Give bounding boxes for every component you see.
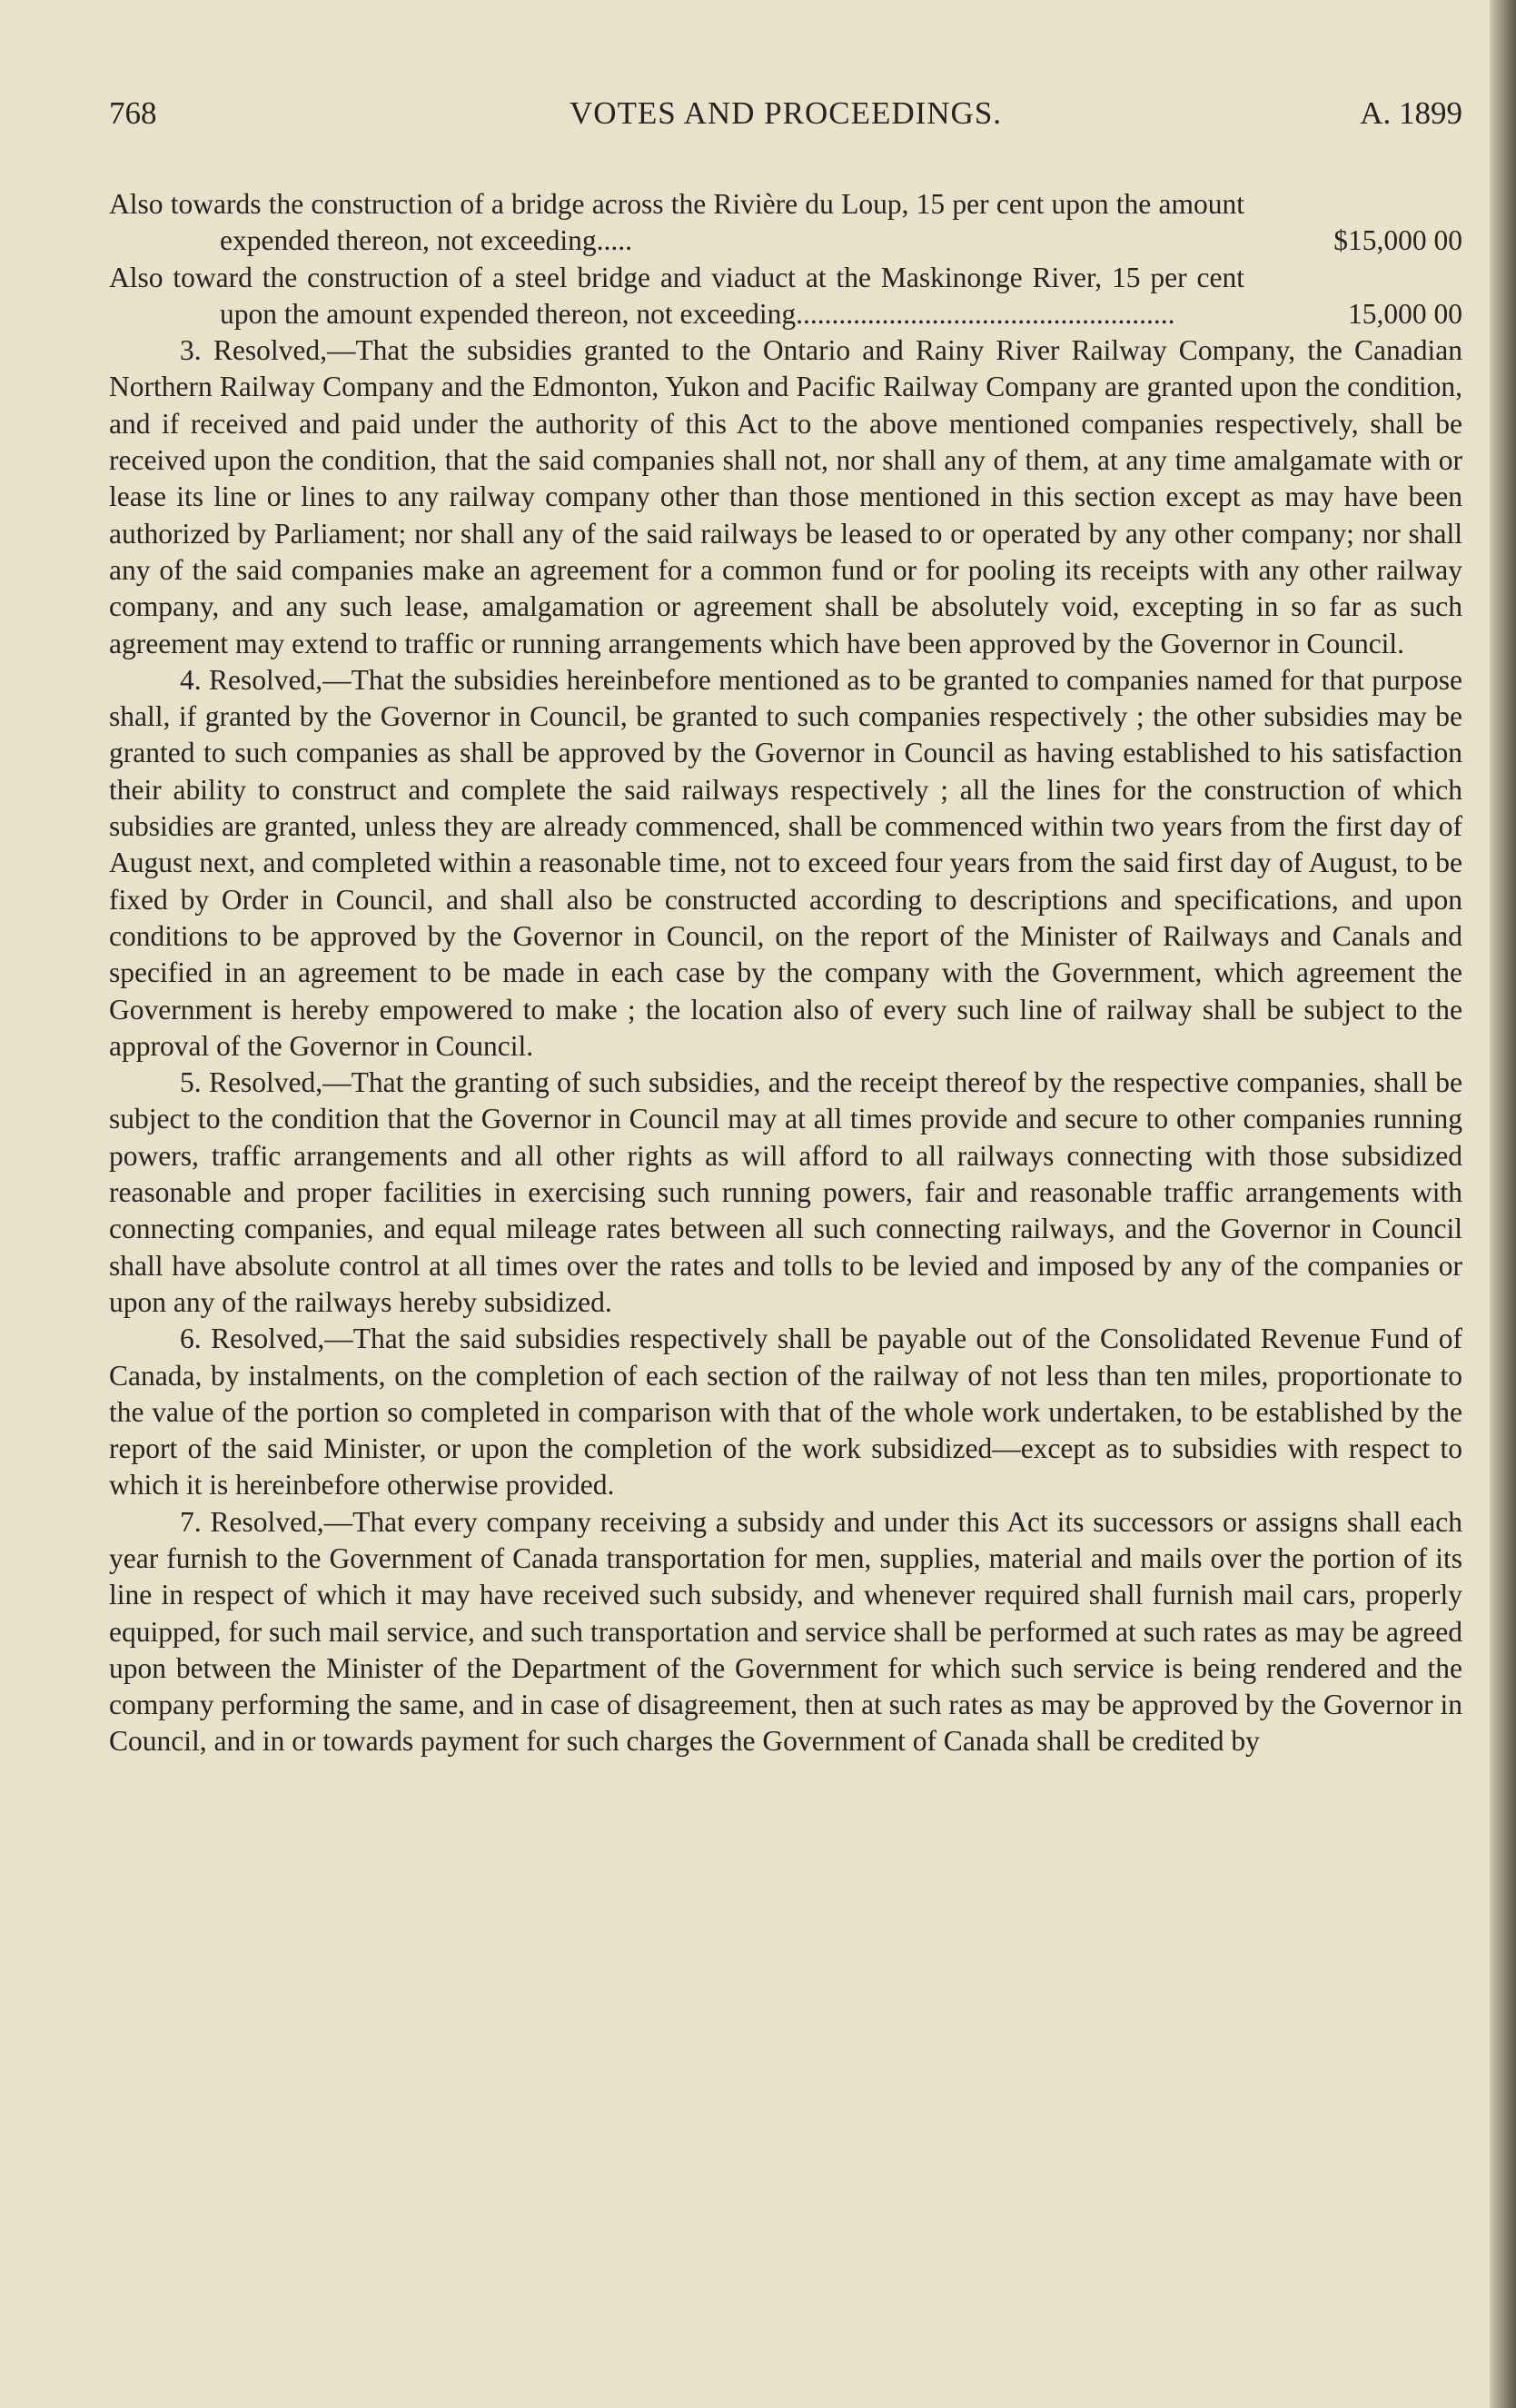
item-amount: 15,000 00 — [1348, 297, 1462, 330]
running-title: VOTES AND PROCEEDINGS. — [569, 95, 1003, 131]
body-text — [109, 186, 1462, 1760]
page-edge-shadow — [1490, 0, 1516, 2408]
session-year: A. 1899 — [1360, 95, 1462, 131]
resolution-paragraph-6: 6. Resolved,—That the said subsidies respectively shall be payable out of the Consolidated Revenue Fund of Canada, by instalments, on the completion of each section of the railway of not less than ten miles, proportionate to the value of the portion so completed in comparison with that of the whole work undertaken, to be established by the report of the said Minister, or upon the completion of the work subsidized—except as to subsidies with respect to which it is hereinbefore otherwise provided. — [109, 1323, 1462, 1501]
resolution-paragraph-3: 3. Resolved,—That the subsidies granted to the Ontario and Rainy River Railway Company, the Canadian Northern Railway Company and the Edmonton, Yukon and Pacific Railway Company are granted upon the condition, and if received and paid under the authority of this Act to the above mentioned companies respectively, shall be received upon the condition, that the said companies shall not, nor shall any of them, at any time amalgamate with or lease its line or lines to any railway company other than those mentioned in this section except as may have been authorized by Parliament; nor shall any of the said railways be leased to or operated by any other company; nor shall any of the said companies make an agreement for a common fund or for pooling its receipts with any other railway company, and any such lease, amalgamation or agreement shall be absolutely void, excepting in so far as such agreement may extend to traffic or running arrangements which have been approved by the Governor in Council. — [109, 334, 1462, 659]
item-amount: $15,000 00 — [1333, 224, 1462, 257]
subsidy-item — [109, 260, 1462, 333]
item-text: Also toward the construction of a steel bridge and viaduct at the Maskinonge River, 15 per cent upon the amount expended thereon, not exceeding..................................................... — [109, 261, 1244, 330]
page-header — [109, 91, 1462, 136]
resolution-paragraph-5: 5. Resolved,—That the granting of such subsidies, and the receipt thereof by the respective companies, shall be subject to the condition that the Governor in Council may at all times provide and secure to other companies running powers, traffic arrangements and all other rights as will afford to all railways connecting with those subsidized reasonable and proper facilities in exercising such running powers, fair and reasonable traffic arrangements with connecting companies, and equal mileage rates between all such connecting railways, and the Governor in Council shall have absolute control at all times over the rates and tolls to be levied and imposed by any of the companies or upon any of the railways hereby subsidized. — [109, 1066, 1462, 1318]
page-number: 768 — [109, 95, 157, 131]
resolution-paragraph-4: 4. Resolved,—That the subsidies hereinbefore mentioned as to be granted to companies named for that purpose shall, if granted by the Governor in Council, be granted to such companies respectively ; the other subsidies may be granted to such companies as shall be approved by the Governor in Council as having established to his satisfaction their ability to construct and complete the said railways respectively ; all the lines for the construction of which subsidies are granted, unless they are already commenced, shall be commenced within two years from the first day of August next, and completed within a reasonable time, not to exceed four years from the said first day of August, to be fixed by Order in Council, and shall also be constructed according to descriptions and specifications, and upon conditions to be approved by the Governor in Council, on the report of the Minister of Railways and Canals and specified in an agreement to be made in each case by the company with the Government, which agreement the Government is hereby empowered to make ; the location also of every such line of railway shall be subject to the approval of the Governor in Council. — [109, 663, 1462, 1062]
item-text: Also towards the construction of a bridge across the Rivière du Loup, 15 per cent upon the amount expended thereon, not exceeding..... — [109, 188, 1244, 257]
resolution-paragraph-7: 7. Resolved,—That every company receiving a subsidy and under this Act its successors or assigns shall each year furnish to the Government of Canada transportation for men, supplies, material and mails over the portion of its line in respect of which it may have received such subsidy, and whenever required shall furnish mail cars, properly equipped, for such mail service, and such transportation and service shall be performed at such rates as may be agreed upon between the Minister of the Department of the Government for which such service is being rendered and the company performing the same, and in case of disagreement, then at such rates as may be approved by the Governor in Council, and in or towards payment for such charges the Government of Canada shall be credited by — [109, 1505, 1462, 1758]
subsidy-item — [109, 186, 1462, 260]
